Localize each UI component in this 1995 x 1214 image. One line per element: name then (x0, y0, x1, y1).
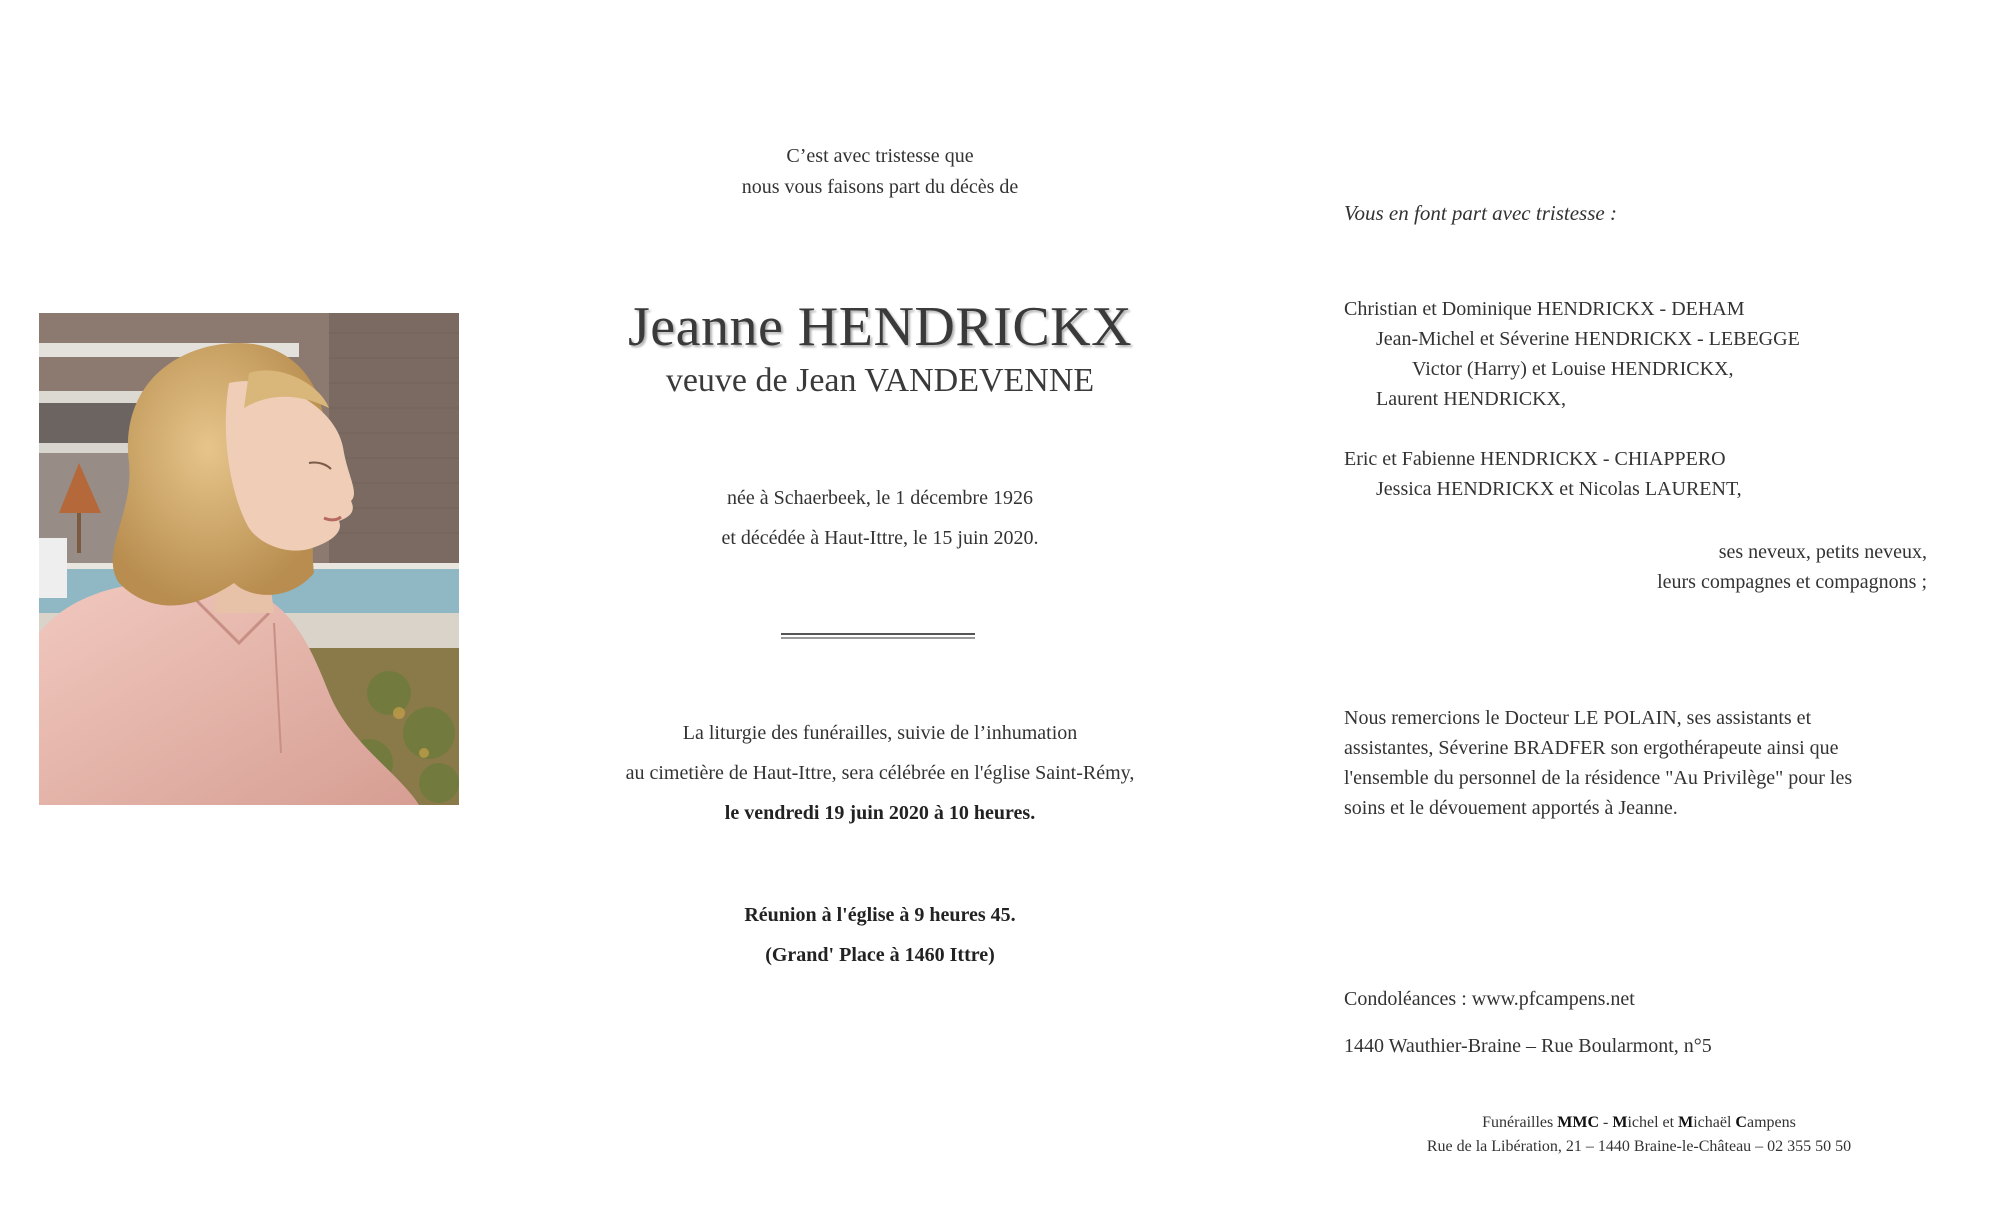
footer-ampens: ampens (1746, 1114, 1796, 1131)
spacer (1344, 414, 1944, 444)
footer-c: C (1735, 1114, 1747, 1131)
widow-of: veuve de Jean VANDEVENNE (665, 362, 1095, 399)
footer (1344, 1111, 1934, 1159)
footer-m2: M (1678, 1114, 1694, 1131)
footer-ichel: ichel et (1627, 1114, 1679, 1131)
footer-line-2: Rue de la Libération, 21 – 1440 Braine-le-Château – 02 355 50 50 (1426, 1138, 1852, 1155)
family-member: Jean-Michel et Séverine HENDRICKX - LEBEGGE (1376, 328, 1800, 350)
footer-sep: - (1599, 1114, 1613, 1131)
intro-text (560, 141, 1200, 203)
condolences-link[interactable]: Condoléances : www.pfcampens.net (1344, 988, 1635, 1010)
footer-mmc: MMC (1557, 1114, 1600, 1131)
death-line: et décédée à Haut-Ittre, le 15 juin 2020. (721, 527, 1039, 549)
meeting-info (560, 895, 1200, 975)
life-dates (560, 478, 1200, 558)
announce-heading: Vous en font part avec tristesse : (1344, 201, 1617, 225)
deceased-name: Jeanne HENDRICKX (627, 296, 1133, 358)
liturgy-line-1: La liturgie des funérailles, suivie de l’inhumation (682, 722, 1078, 744)
footer-line-1 (1344, 1111, 1934, 1135)
intro-line-1: C’est avec tristesse que (786, 145, 974, 167)
liturgy-date: le vendredi 19 juin 2020 à 10 heures. (724, 802, 1036, 824)
thanks-paragraph (1344, 703, 1934, 823)
relatives-line-2: leurs compagnes et compagnons ; (1657, 571, 1927, 593)
intro-line-2: nous vous faisons part du décès de (741, 176, 1019, 198)
relatives-line-1: ses neveux, petits neveux, (1718, 541, 1927, 563)
portrait-photo (39, 313, 459, 805)
funeral-home-address: 1440 Wauthier-Braine – Rue Boularmont, n°5 (1344, 1035, 1712, 1057)
family-member: Laurent HENDRICKX, (1376, 388, 1566, 410)
footer-m1: M (1612, 1114, 1628, 1131)
divider (781, 633, 975, 635)
meeting-line-1: Réunion à l'église à 9 heures 45. (744, 904, 1016, 926)
thanks-line-2: assistantes, Séverine BRADFER son ergothérapeute ainsi que (1344, 737, 1839, 759)
thanks-line-1: Nous remercions le Docteur LE POLAIN, ses assistants et (1344, 707, 1812, 729)
footer-prefix: Funérailles (1482, 1114, 1558, 1131)
family-member: Christian et Dominique HENDRICKX - DEHAM (1344, 298, 1745, 320)
family-member: Victor (Harry) et Louise HENDRICKX, (1412, 358, 1734, 380)
liturgy-line-2: au cimetière de Haut-Ittre, sera célébrée en l'église Saint-Rémy, (625, 762, 1135, 784)
family-list (1344, 294, 1944, 504)
meeting-line-2: (Grand' Place à 1460 Ittre) (765, 944, 995, 966)
thanks-line-3: l'ensemble du personnel de la résidence "Au Privilège" pour les (1344, 767, 1853, 789)
liturgy-info (560, 713, 1200, 833)
birth-line: née à Schaerbeek, le 1 décembre 1926 (727, 487, 1033, 509)
footer-ichael: ichaël (1693, 1114, 1736, 1131)
family-member: Jessica HENDRICKX et Nicolas LAURENT, (1376, 478, 1742, 500)
relatives-list (1344, 537, 1927, 597)
family-member: Eric et Fabienne HENDRICKX - CHIAPPERO (1344, 448, 1726, 470)
thanks-line-4: soins et le dévouement apportés à Jeanne. (1344, 797, 1678, 819)
